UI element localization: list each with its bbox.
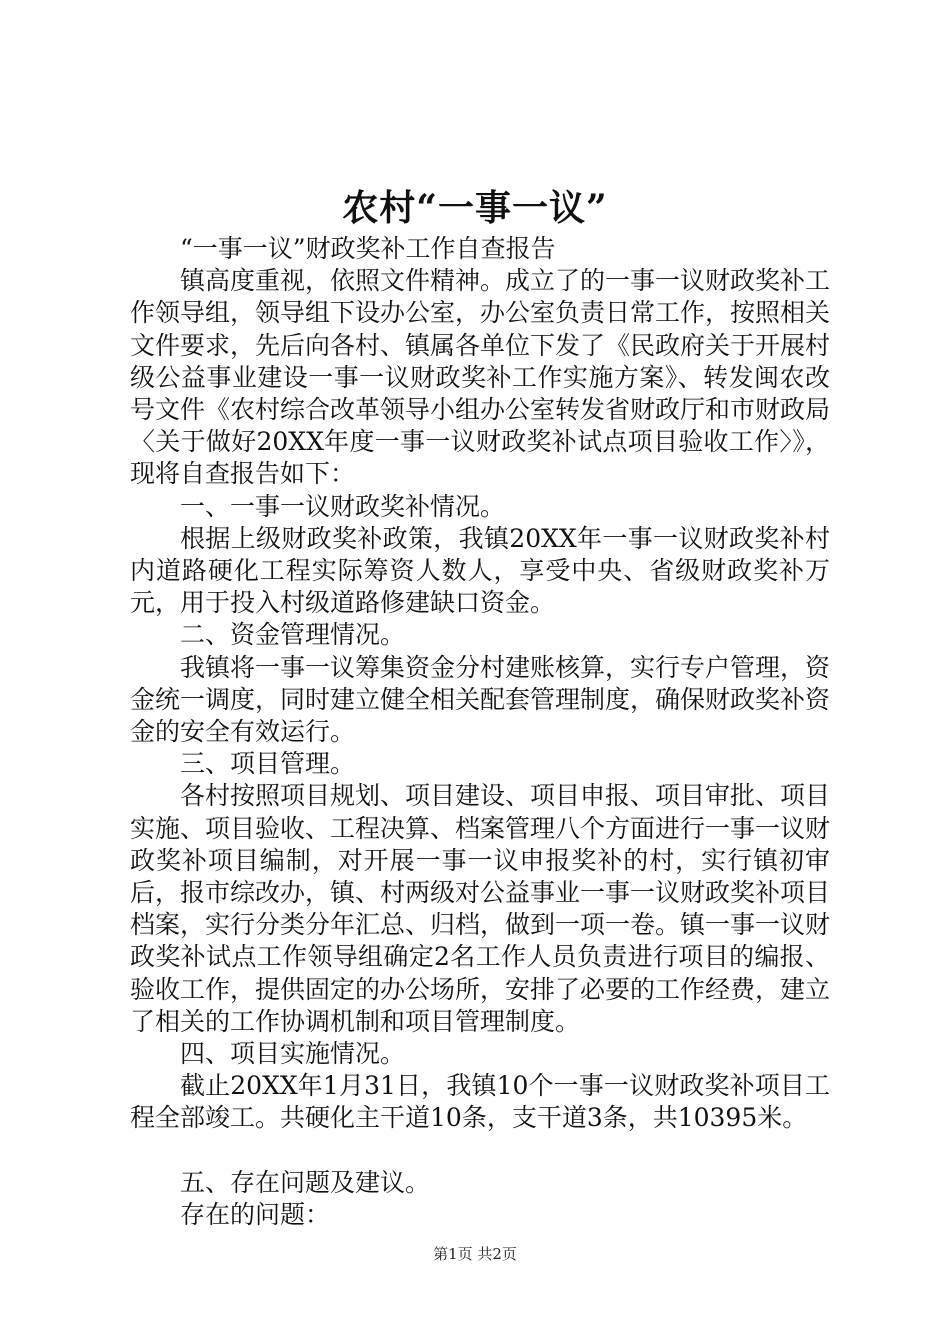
section-heading-3: 三、项目管理。 — [180, 749, 356, 779]
section-heading-2: 二、资金管理情况。 — [180, 620, 406, 650]
paragraph-section-3: 各村按照项目规划、项目建设、项目申报、项目审批、项目实施、项目验收、工程决算、档案管理八个方面进行一事一议财政奖补项目编制，对开展一事一议申报奖补的村，实行镇初审后，报市综改办，镇、村两级对公益事业一事一议财政奖补项目档案，实行分类分年汇总、归档，做到一项一卷。镇一事一议财政奖补试点工作领导组确定2名工作人员负责进行项目的编报、验收工作，提供固定的办公场所，安排了必要的工作经费，建立了相关的工作协调机制和项目管理制度。 — [130, 781, 831, 1036]
paragraph-section-4: 截止20XX年1月31日，我镇10个一事一议财政奖补项目工程全部竣工。共硬化主干道10条，支干道3条，共10395米。 — [130, 1071, 830, 1133]
report-subtitle: “一事一议”财政奖补工作自查报告 — [180, 234, 556, 263]
section-heading-4: 四、项目实施情况。 — [180, 1039, 406, 1069]
paragraph-section-1: 根据上级财政奖补政策，我镇20XX年一事一议财政奖补村内道路硬化工程实际筹资人数人，享受中央、省级财政奖补万元，用于投入村级道路修建缺口资金。 — [130, 523, 830, 618]
page-number-footer: 第1页 共2页 — [433, 1245, 517, 1263]
paragraph-problems-label: 存在的问题： — [180, 1199, 331, 1229]
document-body — [130, 233, 830, 1231]
section-heading-5: 五、存在问题及建议。 — [180, 1167, 431, 1197]
section-heading-1: 一、一事一议财政奖补情况。 — [180, 491, 506, 521]
paragraph-intro: 镇高度重视，依照文件精神。成立了的一事一议财政奖补工作领导组，领导组下设办公室，办公室负责日常工作，按照相关文件要求，先后向各村、镇属各单位下发了《民政府关于开展村级公益事业建设一事一议财政奖补工作实施方案》、转发闽农改号文件《农村综合改革领导小组办公室转发省财政厅和市财政局〈关于做好20XX年度一事一议财政奖补试点项目验收工作〉》，现将自查报告如下： — [130, 266, 831, 489]
document-title: 农村“一事一议” — [342, 187, 608, 229]
paragraph-section-2: 我镇将一事一议筹集资金分村建账核算，实行专户管理，资金统一调度，同时建立健全相关配套管理制度，确保财政奖补资金的安全有效运行。 — [130, 652, 831, 747]
paragraph-spacer — [130, 1135, 830, 1167]
